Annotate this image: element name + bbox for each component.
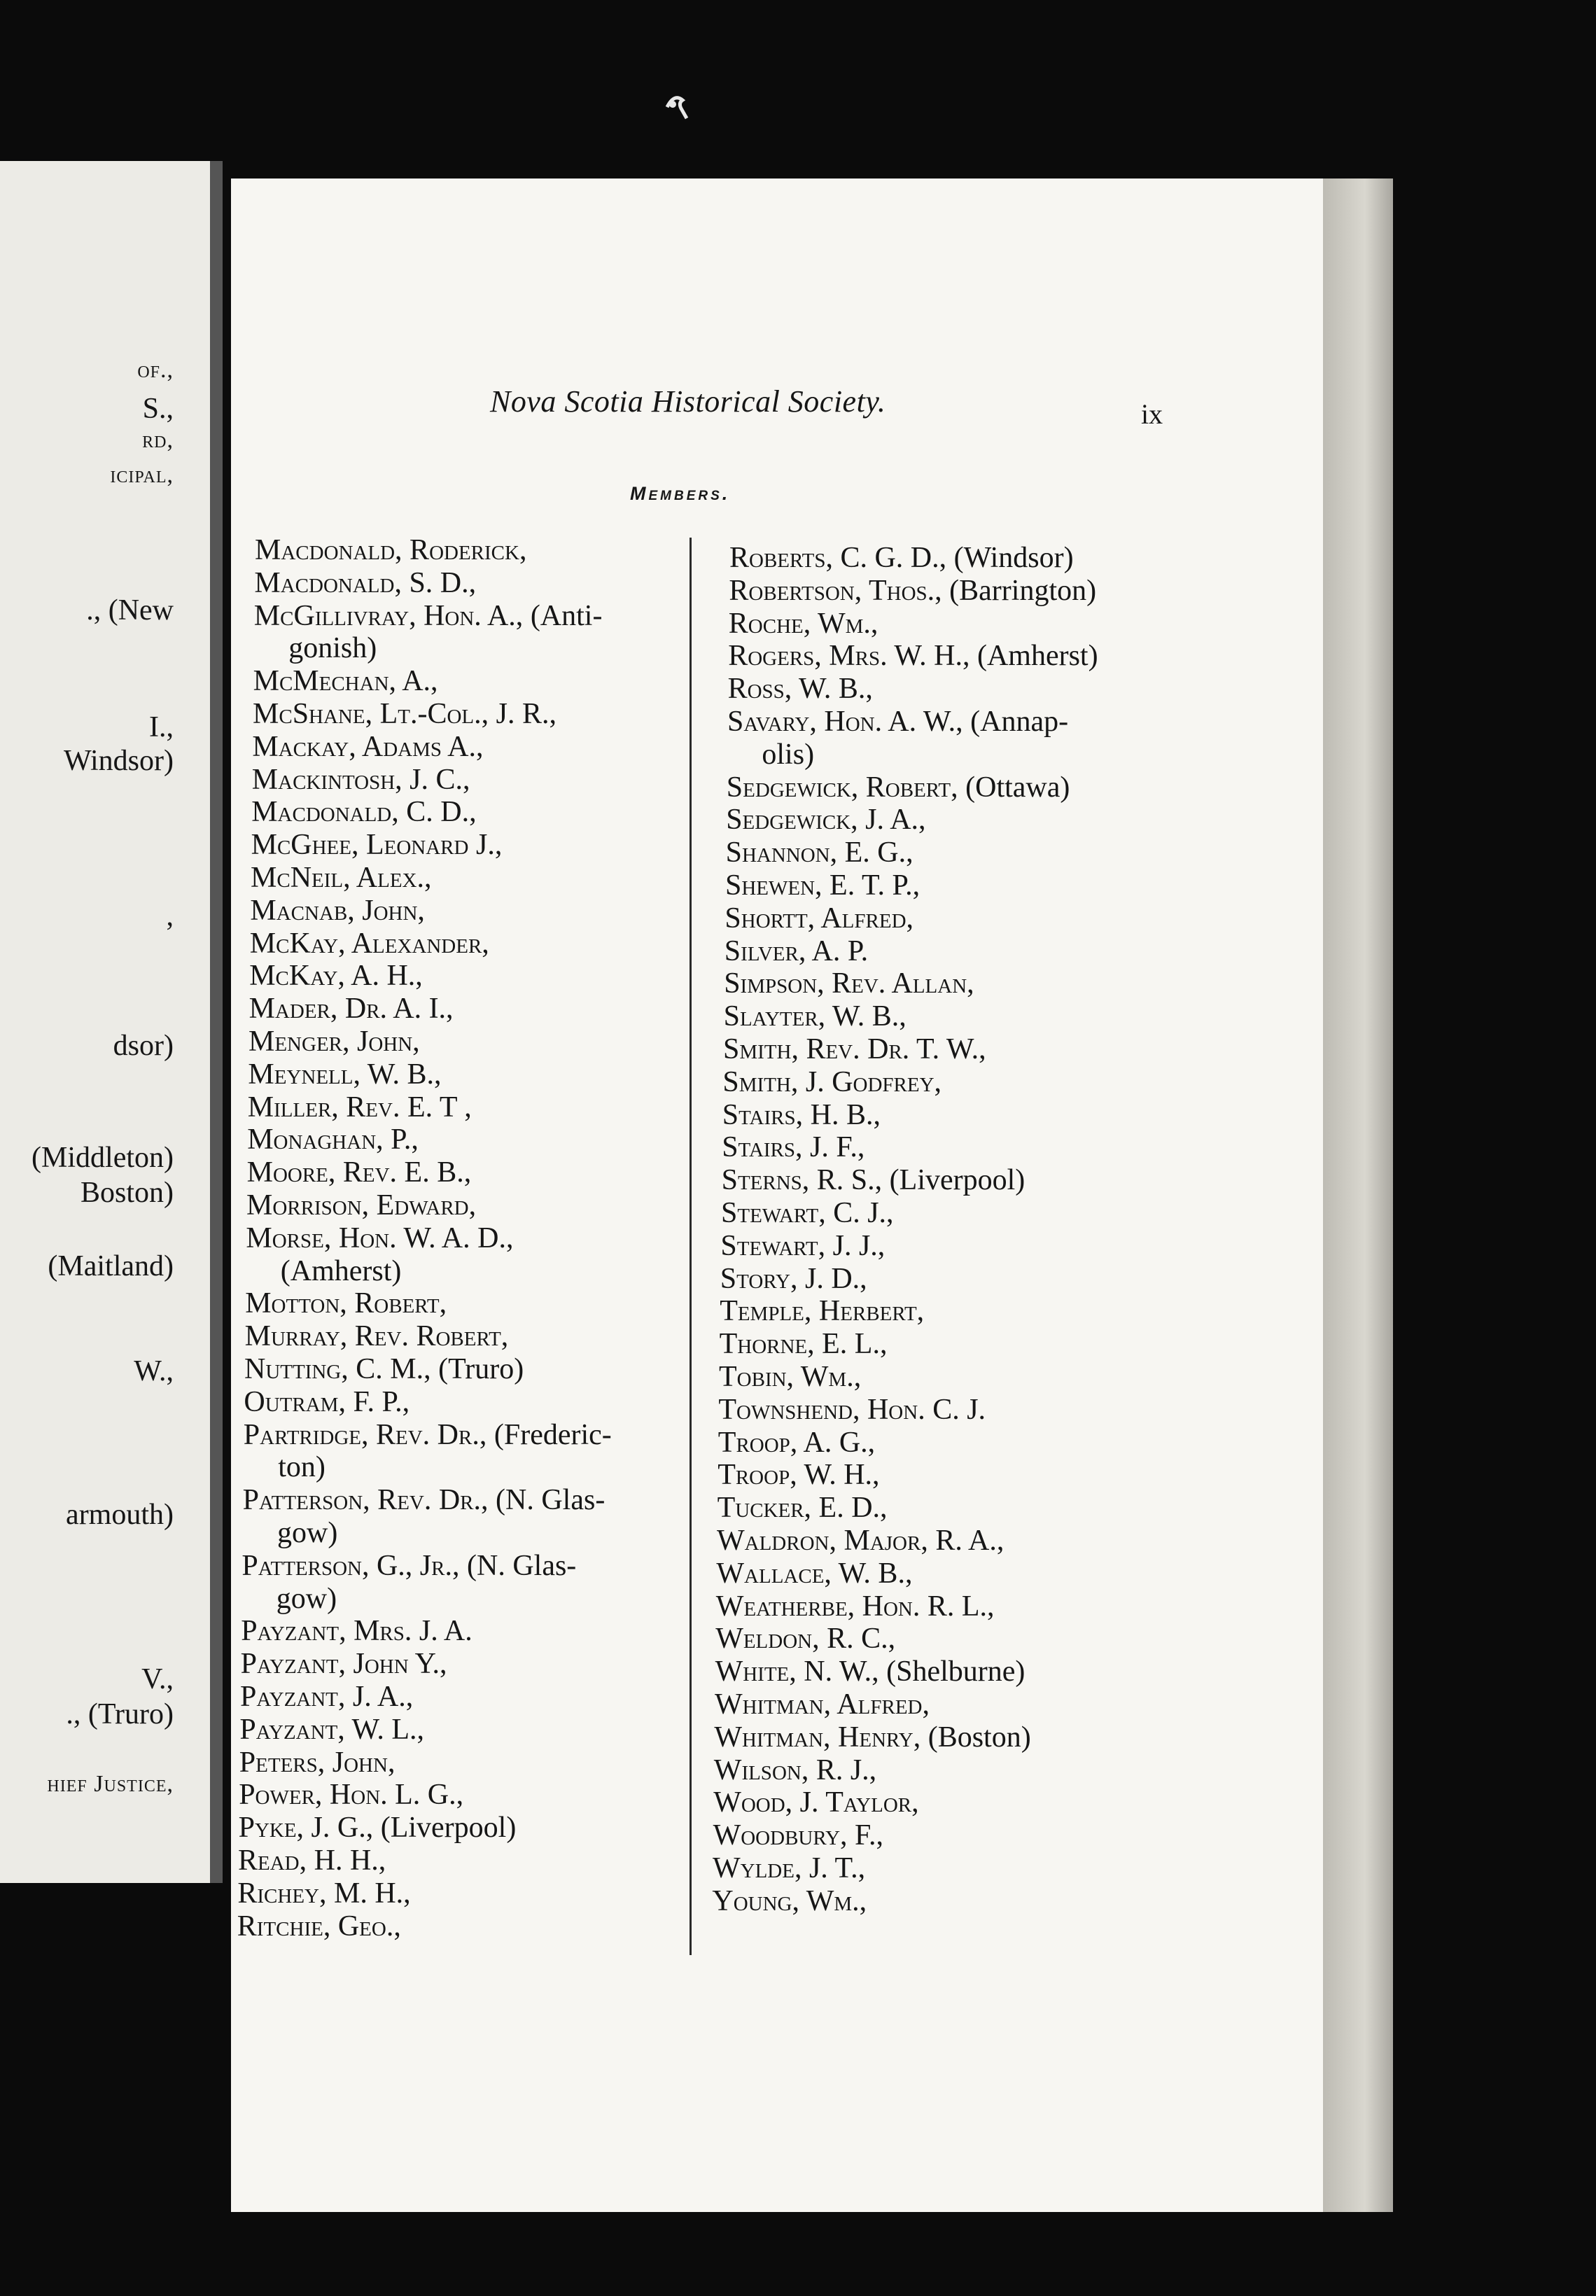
member-name: Payzant, J. A., [240, 1681, 414, 1713]
member-note: (Windsor) [946, 542, 1074, 574]
member-entry [722, 1065, 941, 1099]
member-entry [247, 1156, 472, 1189]
member-note: (Boston) [920, 1721, 1031, 1754]
member-name: Savary, Hon. A. W., [727, 706, 963, 738]
member-entry [729, 607, 878, 640]
member-name: Roberts, C. G. D., [729, 542, 947, 574]
member-entry [241, 1614, 472, 1648]
member-name: Richey, M. H., [237, 1877, 411, 1910]
facing-page-fragment: dsor) [113, 1030, 174, 1062]
facing-page-fragment: I., [149, 711, 174, 743]
member-name: Young, Wm., [712, 1884, 867, 1917]
member-name: Troop, A. G., [718, 1426, 876, 1459]
member-entry [251, 828, 503, 862]
member-name: Miller, Rev. E. T , [247, 1091, 472, 1124]
member-entry [245, 1320, 509, 1353]
facing-page-fragment: armouth) [66, 1499, 174, 1531]
member-entry [250, 927, 489, 960]
member-entry [712, 1884, 867, 1918]
member-entry [252, 763, 470, 797]
member-name: Outram, F. P., [244, 1385, 410, 1418]
member-name: Macdonald, C. D., [251, 796, 477, 829]
member-name: Payzant, W. L., [239, 1713, 424, 1746]
member-name: Morrison, Edward, [246, 1189, 477, 1222]
facing-page-fragment: , [166, 900, 174, 932]
member-name: Whitman, Alfred, [715, 1688, 930, 1721]
member-entry [719, 1360, 861, 1394]
member-name: Stairs, H. B., [722, 1098, 881, 1131]
section-heading: Members. [630, 483, 731, 504]
member-entry [718, 1458, 879, 1492]
member-name: Troop, W. H., [718, 1459, 880, 1492]
facing-page-fragment: hief Justice, [47, 1771, 174, 1797]
member-name: Roche, Wm., [728, 607, 878, 640]
member-name: Weatherbe, Hon. R. L., [715, 1590, 995, 1623]
member-name: Smith, J. Godfrey, [722, 1065, 942, 1098]
member-name: Smith, Rev. Dr. T. W., [723, 1033, 986, 1065]
page-number: ix [1141, 398, 1163, 430]
member-entry [718, 1426, 875, 1460]
member-name: Stairs, J. F., [722, 1131, 865, 1164]
facing-page-fragment: of., [137, 357, 174, 383]
facing-page-fragment: (Maitland) [48, 1250, 174, 1282]
member-name: Mader, Dr. A. I., [248, 993, 454, 1026]
member-note: gow) [276, 1582, 337, 1615]
member-entry [241, 1647, 447, 1681]
member-name: Woodbury, F., [713, 1819, 884, 1852]
member-name: Mackay, Adams A., [252, 730, 484, 763]
member-name: Murray, Rev. Robert, [244, 1320, 509, 1353]
member-entry [720, 1229, 885, 1263]
member-name: Power, Hon. L. G., [239, 1779, 464, 1812]
member-entry [724, 967, 974, 1000]
member-name: Ross, W. B., [727, 673, 873, 706]
member-entry [724, 934, 868, 968]
member-note: (N. Glas- [488, 1484, 606, 1517]
member-entry [253, 664, 438, 698]
member-entry [724, 902, 913, 935]
member-name: Macdonald, Roderick, [255, 534, 527, 566]
member-name: Wallace, W. B., [716, 1557, 913, 1590]
member-entry [239, 1746, 396, 1779]
member-entry [722, 1098, 881, 1132]
member-name: Shortt, Alfred, [724, 902, 914, 934]
member-note: (Truro) [430, 1353, 524, 1385]
member-entry [245, 1287, 447, 1320]
member-name: Slayter, W. B., [723, 1000, 906, 1033]
member-entry [254, 599, 603, 633]
member-entry [248, 1091, 472, 1124]
member-entry [249, 992, 454, 1026]
member-name: Rogers, Mrs. W. H., [728, 640, 970, 673]
member-note: (Amherst) [280, 1254, 402, 1287]
member-entry [727, 738, 814, 771]
facing-page-fragment: rd, [142, 427, 174, 453]
member-entry [243, 1483, 606, 1517]
member-name: Wylde, J. T., [713, 1852, 866, 1884]
member-entry [249, 959, 423, 993]
member-name: Thorne, E. L., [719, 1328, 888, 1361]
column-divider [690, 538, 692, 1955]
member-entry [254, 566, 476, 600]
member-name: Partridge, Rev. Dr., [243, 1418, 487, 1451]
member-entry [716, 1590, 995, 1623]
member-entry [717, 1524, 1004, 1558]
member-note: (Shelburne) [878, 1656, 1026, 1688]
member-note: olis) [762, 738, 815, 771]
member-note: (Annap- [962, 706, 1069, 738]
facing-page-fragment: V., [141, 1663, 174, 1695]
member-name: Mackintosh, J. C., [251, 763, 470, 796]
member-entry [729, 574, 1096, 608]
member-entry [239, 1778, 463, 1812]
member-name: Monaghan, P., [247, 1124, 419, 1156]
member-entry [718, 1491, 888, 1525]
member-entry [721, 1196, 894, 1230]
member-entry [720, 1294, 924, 1328]
member-entry [239, 1713, 424, 1746]
member-name: Nutting, C. M., [244, 1353, 431, 1385]
member-entry [713, 1786, 918, 1819]
member-note: (Barrington) [941, 574, 1097, 607]
running-head: Nova Scotia Historical Society. [490, 384, 886, 419]
member-name: Payzant, Mrs. J. A. [241, 1615, 472, 1648]
member-entry [250, 894, 425, 927]
member-note: gonish) [288, 632, 377, 665]
member-name: Robertson, Thos., [729, 574, 942, 607]
facing-page-fragment: ., (New [86, 594, 174, 626]
member-name: Sedgewick, Robert, [726, 771, 958, 804]
member-entry [729, 541, 1074, 575]
member-entry [720, 1262, 867, 1296]
facing-page-fragment: (Middleton) [31, 1142, 174, 1174]
member-name: Payzant, John Y., [240, 1648, 447, 1681]
member-name: McNeil, Alex., [251, 862, 432, 894]
member-entry [244, 1352, 524, 1386]
member-entry [237, 1877, 410, 1910]
member-entry [248, 1058, 441, 1091]
member-name: Sedgewick, J. A., [726, 804, 926, 836]
facing-page-fragment: Windsor) [64, 745, 174, 777]
member-name: Tobin, Wm., [719, 1361, 862, 1393]
facing-page-fragment: ., (Truro) [66, 1698, 174, 1730]
member-entry [714, 1721, 1030, 1754]
member-note: gow) [277, 1517, 338, 1549]
member-note: (Ottawa) [958, 771, 1070, 804]
stem-mark-icon [662, 88, 696, 122]
member-name: Simpson, Rev. Allan, [724, 967, 974, 1000]
member-name: Shannon, E. G., [725, 836, 913, 869]
member-name: Patterson, G., Jr., [241, 1549, 460, 1582]
member-name: McKay, A. H., [249, 960, 423, 993]
member-entry [247, 1123, 419, 1156]
member-name: Patterson, Rev. Dr., [242, 1484, 489, 1517]
member-entry [725, 869, 920, 902]
member-entry [242, 1516, 337, 1550]
member-name: Macdonald, S. D., [254, 566, 477, 599]
member-name: Whitman, Henry, [714, 1721, 921, 1754]
member-name: Sterns, R. S., [721, 1164, 883, 1197]
page-edge [1323, 178, 1393, 2212]
member-note: (Frederic- [486, 1418, 612, 1451]
facing-page-fragment: icipal, [110, 462, 174, 488]
member-entry [253, 697, 556, 731]
member-entry [255, 533, 526, 567]
member-entry [253, 631, 377, 665]
member-name: Shewen, E. T. P., [725, 869, 920, 902]
member-name: Wilson, R. J., [713, 1754, 877, 1786]
member-name: Read, H. H., [238, 1844, 386, 1877]
member-name: Menger, John, [248, 1026, 420, 1058]
member-name: McGillivray, Hon. A., [253, 599, 524, 632]
member-name: Stewart, C. J., [721, 1197, 894, 1229]
member-name: Meynell, W. B., [248, 1058, 442, 1091]
member-entry [715, 1688, 930, 1721]
member-name: Silver, A. P. [724, 934, 869, 967]
member-name: Story, J. D., [720, 1262, 867, 1295]
member-entry [246, 1222, 513, 1255]
member-entry [246, 1254, 402, 1288]
member-note: (Liverpool) [882, 1164, 1026, 1197]
member-entry [722, 1130, 864, 1164]
member-name: Peters, John, [239, 1746, 396, 1779]
member-entry [251, 861, 432, 895]
member-note: (N. Glas- [459, 1549, 577, 1582]
member-entry [240, 1680, 413, 1714]
member-entry [727, 705, 1068, 738]
member-name: Macnab, John, [250, 894, 425, 927]
member-entry [246, 1189, 476, 1222]
facing-page [0, 161, 223, 1883]
member-entry [243, 1450, 326, 1484]
member-entry [726, 836, 913, 869]
member-entry [726, 803, 925, 836]
member-note: (Liverpool) [373, 1812, 517, 1844]
member-entry [727, 771, 1070, 804]
member-entry [244, 1385, 410, 1419]
member-name: McKay, Alexander, [249, 927, 489, 960]
member-name: Weldon, R. C., [715, 1623, 896, 1656]
member-entry [728, 639, 1098, 673]
member-entry [723, 1032, 986, 1066]
member-name: McGhee, Leonard J., [251, 829, 503, 862]
member-name: Morse, Hon. W. A. D., [246, 1222, 514, 1254]
member-name: Moore, Rev. E. B., [246, 1156, 472, 1189]
member-name: Motton, Robert, [245, 1287, 447, 1320]
member-entry [251, 795, 476, 829]
member-entry [252, 730, 483, 764]
member-entry [715, 1622, 895, 1656]
member-entry [715, 1655, 1026, 1688]
member-entry [716, 1557, 912, 1590]
member-note: ton) [278, 1451, 326, 1484]
member-name: Tucker, E. D., [717, 1492, 888, 1525]
member-entry [713, 1851, 865, 1885]
member-entry [718, 1393, 986, 1427]
member-name: Ritchie, Geo., [237, 1910, 401, 1942]
member-entry [714, 1754, 876, 1787]
member-name: Temple, Herbert, [720, 1295, 925, 1328]
facing-page-fragment: Boston) [80, 1177, 174, 1209]
member-name: Townshend, Hon. C. J. [718, 1393, 986, 1426]
member-entry [728, 672, 873, 706]
member-note: (Anti- [523, 599, 603, 632]
member-entry [248, 1025, 420, 1058]
member-entry [244, 1418, 612, 1452]
member-entry [724, 1000, 906, 1033]
member-entry [722, 1163, 1026, 1197]
member-name: White, N. W., [715, 1656, 879, 1688]
member-entry [239, 1811, 517, 1844]
member-note: (Amherst) [969, 640, 1098, 673]
member-name: Stewart, J. J., [720, 1229, 886, 1262]
member-entry [241, 1549, 576, 1583]
member-entry [237, 1910, 401, 1943]
member-name: McMechan, A., [253, 665, 438, 698]
member-entry [241, 1582, 337, 1616]
facing-page-fragment: S., [142, 393, 174, 425]
member-name: Waldron, Major, R. A., [717, 1525, 1004, 1557]
member-name: Wood, J. Taylor, [713, 1786, 919, 1819]
facing-page-fragment: W., [134, 1355, 174, 1387]
member-entry [238, 1844, 386, 1877]
member-entry [720, 1327, 888, 1361]
member-entry [713, 1819, 883, 1852]
member-name: McShane, Lt.-Col., J. R., [253, 698, 556, 730]
member-name: Pyke, J. G., [238, 1812, 374, 1844]
